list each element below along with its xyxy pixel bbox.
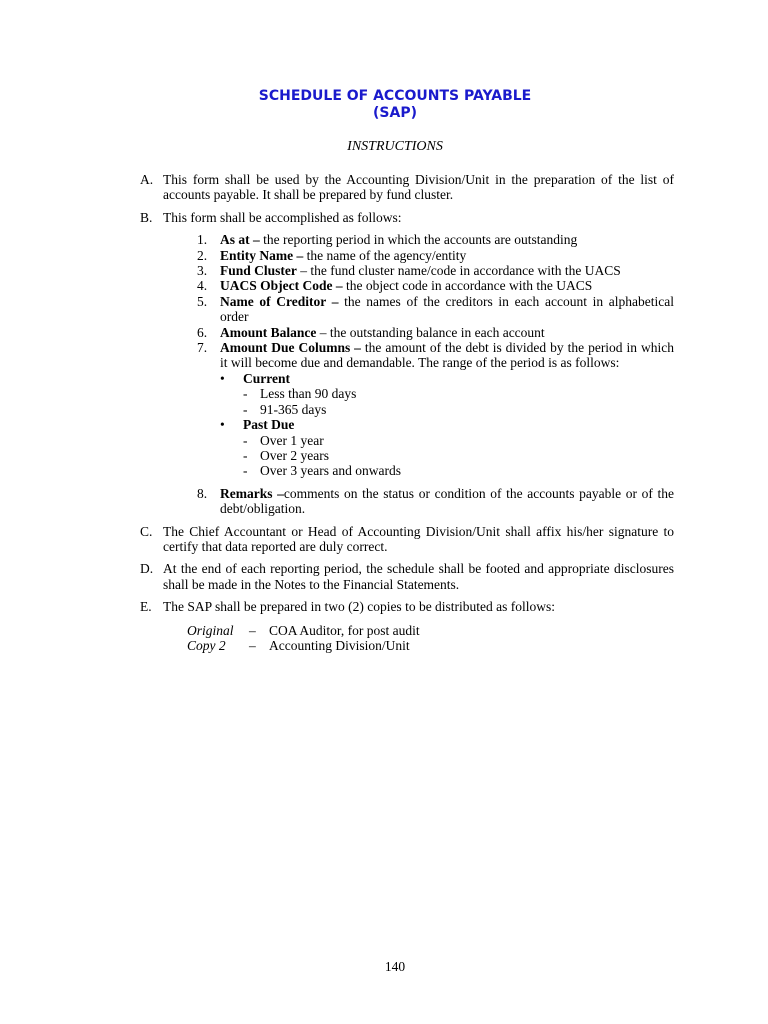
copy-separator: – — [249, 637, 256, 653]
section-text: At the end of each reporting period, the schedule shall be footed and appropriate disclosures shall be made in the Notes to the Financial Statements. — [163, 561, 674, 592]
item-desc: – the outstanding balance in each account — [316, 324, 545, 340]
section-a — [140, 172, 674, 203]
section-text: This form shall be used by the Accounting Division/Unit in the preparation of the list of accounts payable. It shall be prepared by fund cluster. — [163, 172, 674, 203]
bullet-icon: • — [220, 417, 225, 433]
section-c — [140, 524, 674, 555]
item-term: Amount Balance — [220, 324, 317, 340]
copy-distribution — [187, 623, 674, 654]
item-term: UACS Object Code – — [220, 278, 343, 294]
range-text: Over 2 years — [260, 447, 329, 463]
item-term: Amount Due Columns – — [220, 340, 361, 356]
section-text: The SAP shall be prepared in two (2) copies to be distributed as follows: — [163, 599, 556, 615]
list-item — [197, 278, 674, 293]
bullet-label: Current — [243, 370, 290, 386]
range-item — [220, 463, 674, 478]
range-text: Over 1 year — [260, 432, 324, 448]
item-number: 3. — [197, 263, 208, 279]
bullet-icon: • — [220, 370, 225, 386]
dash-marker: - — [243, 432, 248, 448]
copy-row — [187, 623, 674, 638]
range-item — [220, 448, 674, 463]
dash-marker: - — [243, 463, 248, 479]
list-item — [197, 294, 674, 325]
item-number: 7. — [197, 340, 208, 356]
copy-label: Original — [187, 622, 234, 638]
section-e — [140, 599, 674, 653]
item-desc: the reporting period in which the accounts are outstanding — [259, 232, 578, 248]
section-d — [140, 561, 674, 592]
list-item — [197, 340, 674, 479]
title-line-1: SCHEDULE OF ACCOUNTS PAYABLE — [258, 88, 532, 104]
item-desc: the amount of the debt is divided by the period in which it will become due and demandable. The range of the period is as follows: — [220, 340, 674, 371]
range-text: Over 3 years and onwards — [260, 463, 401, 479]
item-number: 4. — [197, 278, 208, 294]
item-desc: the object code in accordance with the UACS — [342, 278, 593, 294]
range-item — [220, 433, 674, 448]
list-item — [197, 486, 674, 517]
range-item — [220, 402, 674, 417]
item-term: Fund Cluster — [220, 263, 297, 279]
amount-due-ranges — [220, 371, 674, 479]
item-number: 5. — [197, 293, 208, 309]
instructions-body — [140, 172, 674, 653]
dash-marker: - — [243, 447, 248, 463]
copy-label: Copy 2 — [187, 637, 226, 653]
list-item — [197, 325, 674, 340]
section-marker: D. — [140, 561, 154, 577]
item-desc: – the fund cluster name/code in accordance with the UACS — [296, 263, 621, 279]
dash-marker: - — [243, 401, 248, 417]
list-item — [197, 263, 674, 278]
item-desc: comments on the status or condition of the accounts payable or of the debt/obligation. — [220, 485, 674, 517]
copy-recipient: Accounting Division/Unit — [269, 637, 410, 653]
section-marker: C. — [140, 523, 153, 539]
instructions-heading: INSTRUCTIONS — [347, 139, 443, 154]
bullet-past-due — [220, 417, 674, 432]
item-desc: the name of the agency/entity — [303, 247, 467, 263]
section-text: This form shall be accomplished as follows: — [163, 209, 402, 225]
document-title — [0, 88, 768, 122]
item-number: 1. — [197, 232, 208, 248]
range-text: 91-365 days — [260, 401, 327, 417]
range-item — [220, 386, 674, 401]
list-item — [197, 232, 674, 247]
item-term: Remarks – — [220, 485, 284, 501]
item-term: Entity Name – — [220, 247, 304, 263]
item-number: 2. — [197, 247, 208, 263]
range-text: Less than 90 days — [260, 386, 357, 402]
item-number: 8. — [197, 485, 208, 501]
item-desc: the names of the creditors in each account in alphabetical order — [220, 293, 674, 325]
section-b — [140, 210, 674, 517]
page-number: 140 — [384, 959, 406, 974]
bullet-current — [220, 371, 674, 386]
item-number: 6. — [197, 324, 208, 340]
accomplish-items — [197, 232, 674, 516]
copy-separator: – — [249, 622, 256, 638]
item-term: As at – — [220, 232, 260, 248]
list-item — [197, 248, 674, 263]
item-term: Name of Creditor – — [220, 293, 339, 309]
copy-recipient: COA Auditor, for post audit — [269, 622, 420, 638]
copy-row — [187, 638, 674, 653]
section-marker: A. — [140, 172, 154, 187]
section-marker: B. — [140, 209, 153, 225]
section-marker: E. — [140, 599, 152, 615]
dash-marker: - — [243, 386, 248, 402]
bullet-label: Past Due — [243, 417, 295, 433]
title-line-2: (SAP) — [373, 105, 417, 121]
section-text: The Chief Accountant or Head of Accounting Division/Unit shall affix his/her signature to certify that data reported are duly correct. — [163, 523, 674, 554]
